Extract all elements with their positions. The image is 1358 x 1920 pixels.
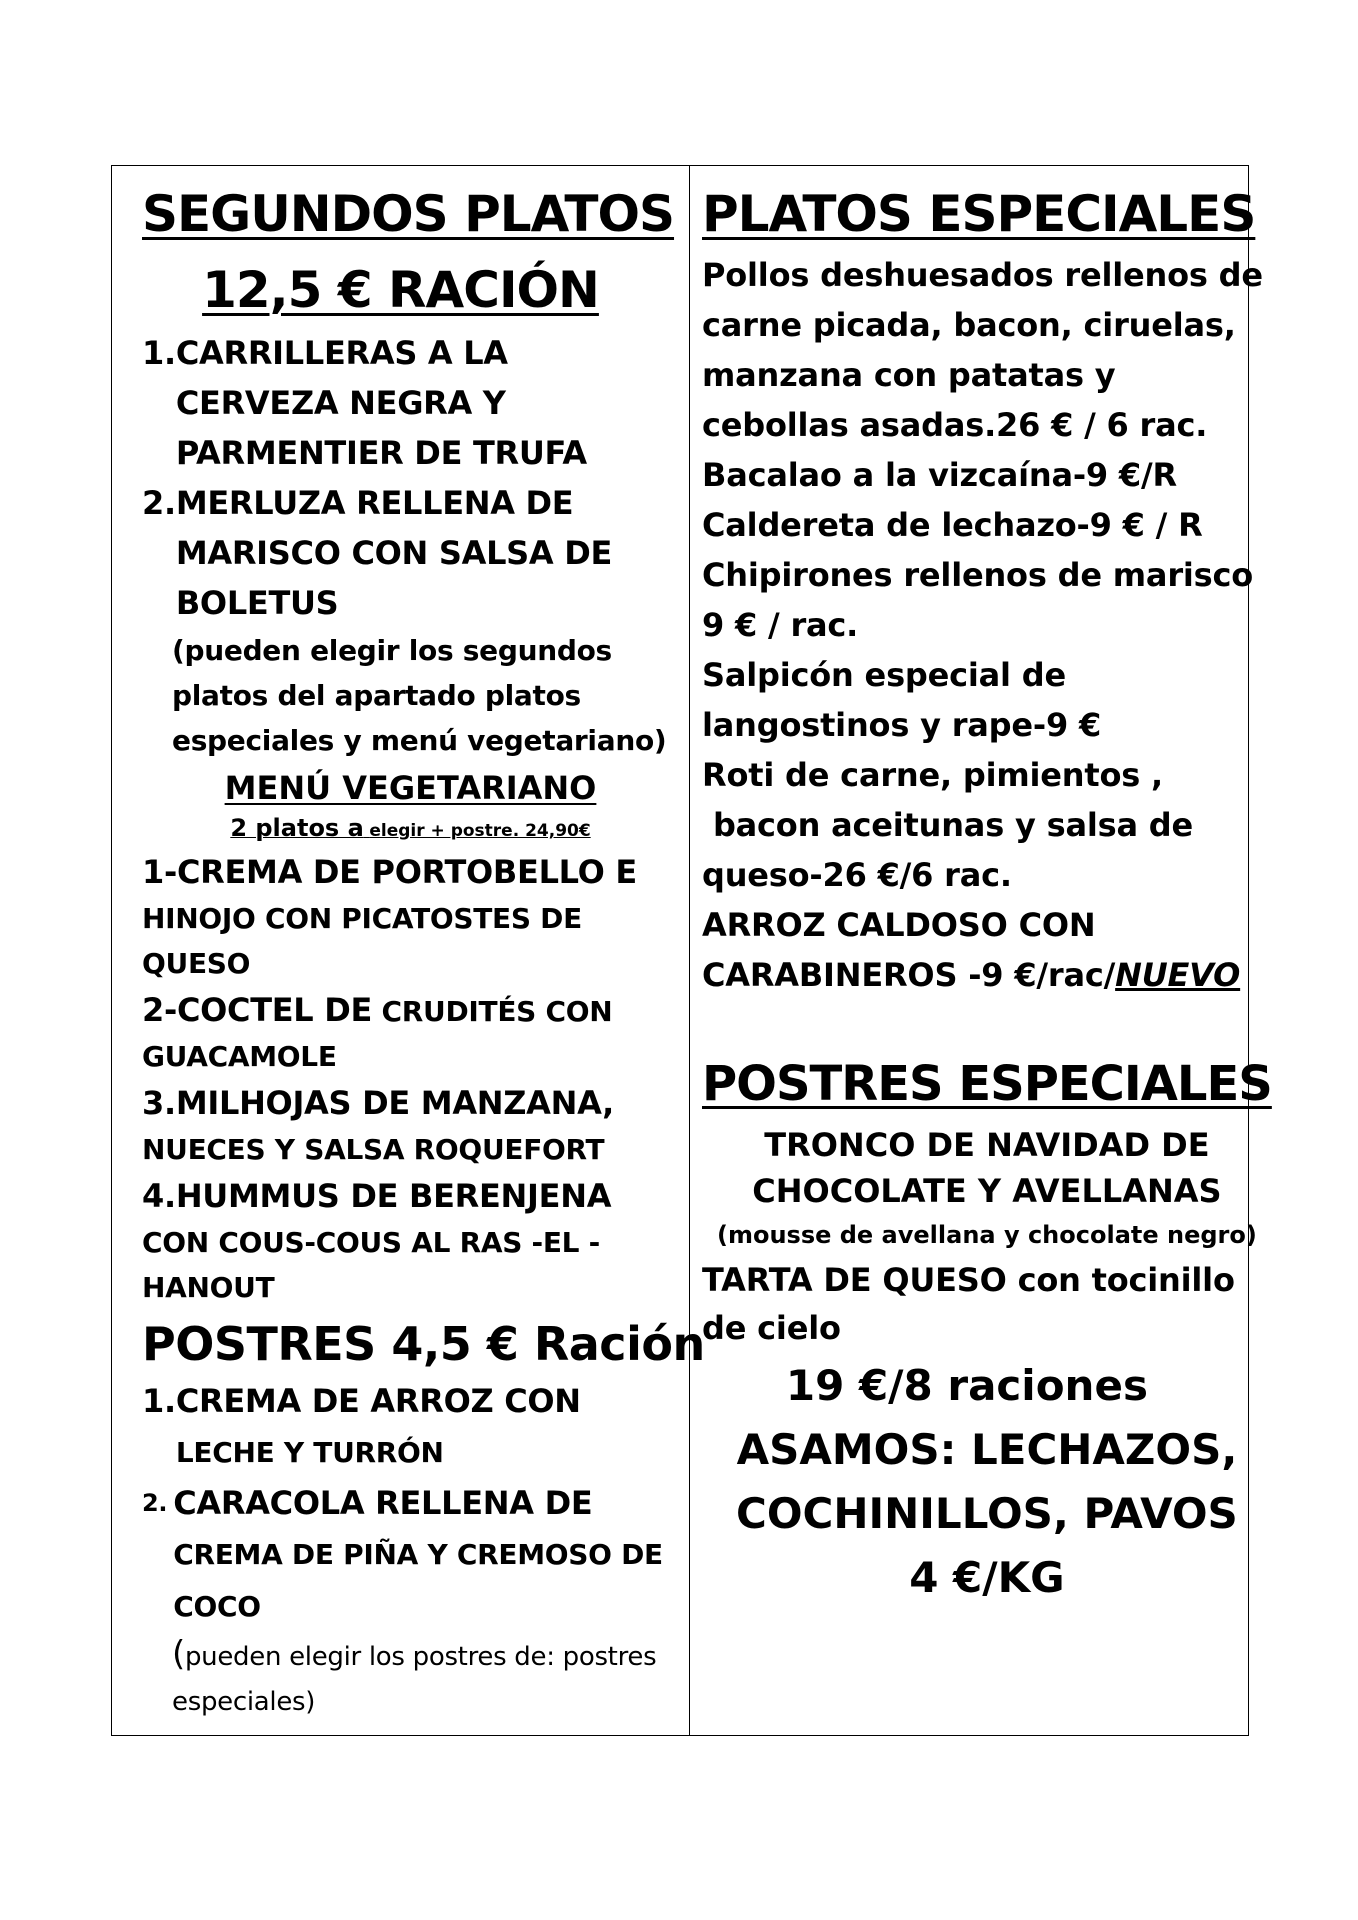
segundos-platos-title: SEGUNDOS PLATOS bbox=[142, 185, 675, 243]
list-item: bacon aceitunas y salsa de bbox=[702, 806, 1193, 844]
asamos-line-2: COCHINILLOS, PAVOS bbox=[736, 1489, 1238, 1538]
asamos-price: 4 €/KG bbox=[909, 1553, 1065, 1602]
postres-note: (pueden elegir los postres de: postres especiales) bbox=[172, 1634, 657, 1717]
veg-subtitle: 2 platos a elegir + postre. 24,90€ bbox=[230, 814, 591, 842]
list-item: Bacalao a la vizcaína-9 €/R bbox=[702, 456, 1177, 494]
tarta-line-2: de cielo bbox=[702, 1309, 841, 1347]
veg-list bbox=[142, 850, 679, 1310]
list-item: Chipirones rellenos de marisco bbox=[702, 556, 1254, 594]
segundos-note: (pueden elegir los segundos platos del apartado platos especiales y menú vegetariano) bbox=[172, 634, 667, 757]
list-item: Pollos deshuesados rellenos de bbox=[702, 256, 1263, 294]
tronco-line-2: CHOCOLATE Y AVELLANAS bbox=[752, 1172, 1222, 1210]
tarta-price: 19 €/8 raciones bbox=[785, 1361, 1148, 1410]
segundos-platos-price: 12,5 € RACIÓN bbox=[202, 261, 599, 319]
list-item: ARROZ CALDOSO CON bbox=[702, 906, 1096, 944]
tarta-line-1: TARTA DE QUESO con tocinillo bbox=[702, 1261, 1235, 1299]
asamos-line-1: ASAMOS: LECHAZOS, bbox=[736, 1425, 1238, 1474]
list-item: Caldereta de lechazo-9 € / R bbox=[702, 506, 1203, 544]
list-item: 1-CREMA DE PORTOBELLO E HINOJO CON PICATOSTES DE QUESO bbox=[142, 853, 637, 980]
list-item: 1. CREMA DE ARROZ CON LECHE Y TURRÓN bbox=[142, 1382, 581, 1469]
list-item: 2. CARACOLA RELLENA DE CREMA DE PIÑA Y CREMOSO DE COCO bbox=[142, 1484, 663, 1623]
list-item: Salpicón especial de bbox=[702, 656, 1066, 694]
right-column bbox=[690, 166, 1282, 1735]
platos-especiales-title: PLATOS ESPECIALES bbox=[702, 185, 1256, 243]
list-item: 9 € / rac. bbox=[702, 606, 859, 644]
list-item: 4.HUMMUS DE BERENJENA CON COUS-COUS AL RAS -EL -HANOUT bbox=[142, 1177, 612, 1304]
list-item: langostinos y rape-9 € bbox=[702, 706, 1102, 744]
list-item: 2. MERLUZA RELLENA DE MARISCO CON SALSA DE BOLETUS bbox=[142, 484, 613, 622]
list-item: manzana con patatas y bbox=[702, 356, 1116, 394]
list-item: 1. CARRILLERAS A LA CERVEZA NEGRA Y PARMENTIER DE TRUFA bbox=[142, 334, 587, 472]
menu-table bbox=[111, 165, 1272, 1736]
tronco-note: (mousse de avellana y chocolate negro) bbox=[716, 1221, 1257, 1249]
nuevo-badge: NUEVO bbox=[1115, 956, 1241, 994]
postres-title: POSTRES 4,5 € Ración bbox=[142, 1317, 705, 1371]
postres-list bbox=[142, 1376, 679, 1632]
list-item: 3.MILHOJAS DE MANZANA, NUECES Y SALSA ROQUEFORT bbox=[142, 1084, 615, 1166]
veg-title: MENÚ VEGETARIANO bbox=[224, 769, 597, 807]
list-item: CARABINEROS -9 €/rac/NUEVO bbox=[702, 956, 1241, 994]
postres-especiales-title: POSTRES ESPECIALES bbox=[702, 1056, 1272, 1112]
especiales-list bbox=[702, 250, 1272, 1000]
list-item: queso-26 €/6 rac. bbox=[702, 856, 1012, 894]
list-item: Roti de carne, pimientos , bbox=[702, 756, 1164, 794]
segundos-list bbox=[142, 328, 679, 628]
left-column bbox=[112, 166, 705, 1735]
list-item: carne picada, bacon, ciruelas, bbox=[702, 306, 1236, 344]
list-item: cebollas asadas.26 € / 6 rac. bbox=[702, 406, 1208, 444]
list-item: 2-COCTEL DE CRUDITÉS CON GUACAMOLE bbox=[142, 991, 613, 1073]
tronco-line-1: TRONCO DE NAVIDAD DE bbox=[764, 1126, 1210, 1164]
